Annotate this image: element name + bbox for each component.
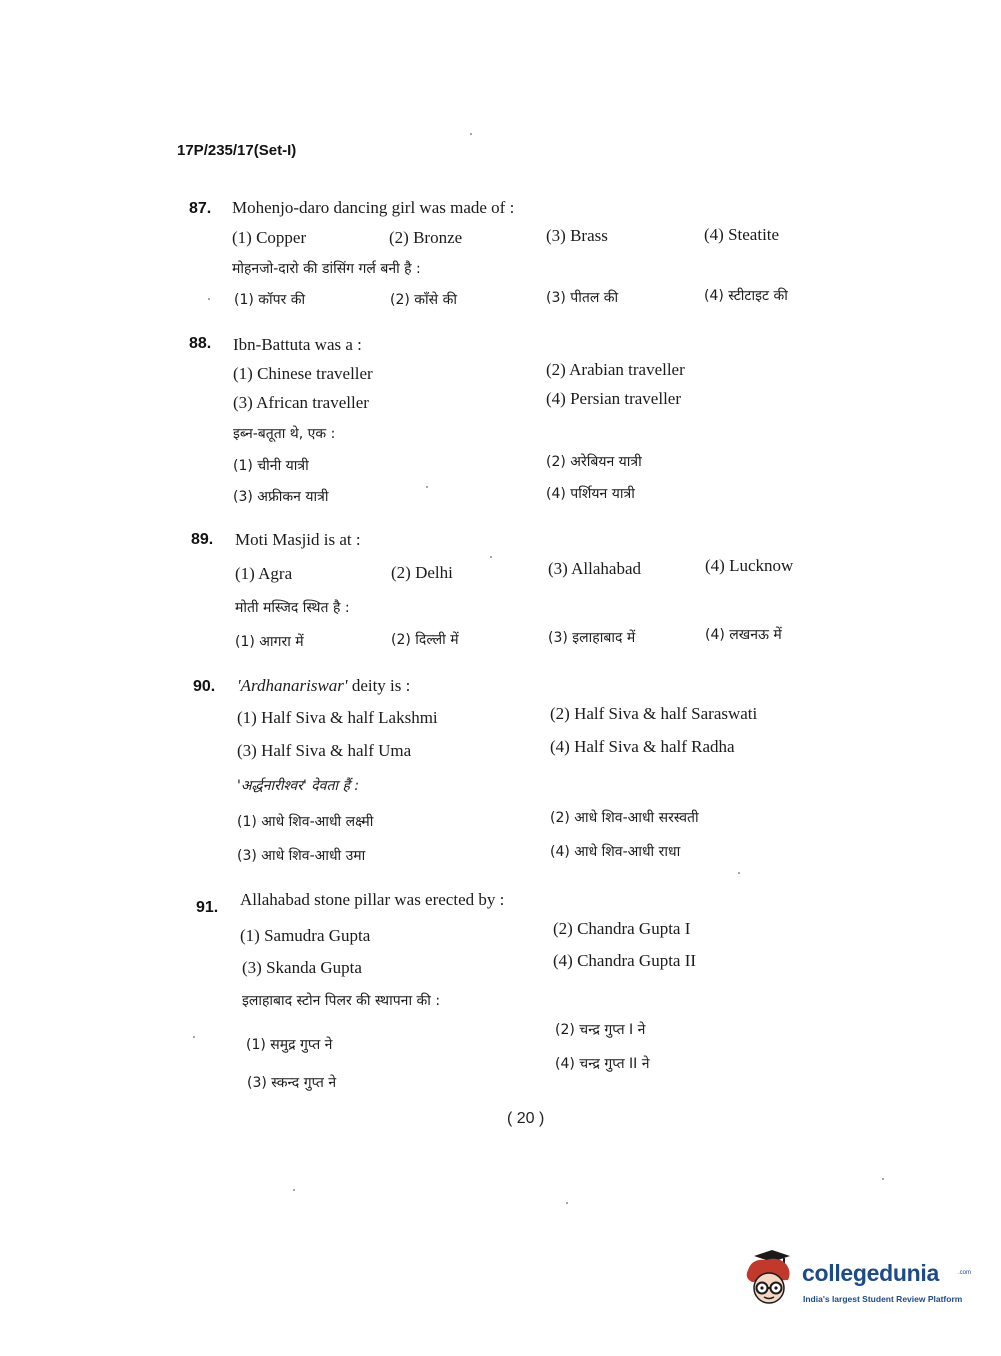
- option-hi-1: (1) समुद्र गुप्त ने: [246, 1037, 333, 1053]
- option-hi-2: (2) अरेबियन यात्री: [546, 454, 642, 470]
- question-stem-en: Mohenjo-daro dancing girl was made of :: [232, 198, 515, 217]
- option-en-2: (2) Chandra Gupta I: [553, 919, 691, 938]
- option-en-1: (1) Half Siva & half Lakshmi: [237, 708, 438, 727]
- option-en-2: (2) Delhi: [391, 563, 453, 582]
- scan-speck: [208, 298, 210, 300]
- paper-code: 17P/235/17(Set-I): [177, 142, 297, 159]
- question-stem-hi: मोहनजो-दारो की डांसिंग गर्ल बनी है :: [232, 261, 421, 277]
- question-stem-en: Ibn-Battuta was a :: [233, 335, 362, 354]
- option-hi-1: (1) चीनी यात्री: [233, 458, 309, 474]
- option-en-2: (2) Half Siva & half Saraswati: [550, 704, 758, 723]
- option-en-1: (1) Copper: [232, 228, 307, 247]
- option-en-1: (1) Chinese traveller: [233, 364, 373, 383]
- scan-speck: [738, 872, 740, 874]
- option-hi-4: (4) चन्द्र गुप्त II ने: [555, 1056, 650, 1072]
- option-hi-1: (1) आगरा में: [235, 634, 304, 650]
- option-hi-3: (3) स्कन्द गुप्त ने: [247, 1075, 337, 1091]
- option-en-3: (3) Half Siva & half Uma: [237, 741, 412, 760]
- scan-speck: [426, 486, 428, 488]
- question-stem-hi: मोती मस्जिद स्थित है :: [235, 600, 350, 616]
- option-hi-3: (3) इलाहाबाद में: [548, 630, 636, 646]
- question-stem-hi: इलाहाबाद स्टोन पिलर की स्थापना की :: [242, 993, 441, 1009]
- option-en-4: (4) Chandra Gupta II: [553, 951, 697, 970]
- option-hi-1: (1) कॉपर की: [234, 292, 306, 308]
- scan-speck: [193, 1036, 195, 1038]
- scan-speck: [566, 1202, 568, 1204]
- option-hi-2: (2) दिल्ली में: [391, 632, 459, 648]
- option-hi-2: (2) आधे शिव-आधी सरस्वती: [550, 810, 699, 826]
- logo-tagline: India's largest Student Review Platform: [803, 1294, 963, 1304]
- option-en-3: (3) Skanda Gupta: [242, 958, 362, 977]
- option-hi-4: (4) स्टीटाइट की: [704, 288, 788, 304]
- option-hi-4: (4) लखनऊ में: [705, 627, 782, 643]
- option-en-4: (4) Persian traveller: [546, 389, 681, 408]
- question-stem-hi: 'अर्द्धनारीश्वर' देवता हैं :: [237, 778, 360, 794]
- collegedunia-logo: [742, 1250, 972, 1312]
- question-number: 90.: [193, 678, 216, 695]
- stem-rest: deity is :: [347, 676, 411, 695]
- question-stem-en: Moti Masjid is at :: [235, 530, 361, 549]
- option-en-4: (4) Steatite: [704, 225, 780, 244]
- option-hi-1: (1) आधे शिव-आधी लक्ष्मी: [237, 814, 374, 830]
- question-number: 89.: [191, 531, 214, 548]
- scan-speck: [293, 1189, 295, 1191]
- option-en-4: (4) Lucknow: [705, 556, 794, 575]
- option-en-3: (3) African traveller: [233, 393, 369, 412]
- option-hi-3: (3) आधे शिव-आधी उमा: [237, 848, 366, 864]
- page-number: ( 20 ): [507, 1110, 545, 1127]
- option-en-1: (1) Samudra Gupta: [240, 926, 371, 945]
- option-hi-4: (4) आधे शिव-आधी राधा: [550, 844, 681, 860]
- question-number: 87.: [189, 200, 212, 217]
- logo-dotcom: .com: [958, 1270, 972, 1276]
- question-stem-hi: इब्न-बतूता थे, एक :: [233, 426, 336, 442]
- question-number: 88.: [189, 335, 212, 352]
- option-en-1: (1) Agra: [235, 564, 293, 583]
- scan-speck: [470, 133, 472, 135]
- option-en-4: (4) Half Siva & half Radha: [550, 737, 735, 756]
- option-en-3: (3) Brass: [546, 226, 608, 245]
- scan-speck: [882, 1178, 884, 1180]
- scan-speck: [490, 556, 492, 558]
- option-hi-2: (2) काँसे की: [390, 292, 457, 308]
- mascot-icon: [742, 1250, 800, 1312]
- option-hi-4: (4) पर्शियन यात्री: [546, 486, 635, 502]
- option-hi-3: (3) पीतल की: [546, 290, 619, 306]
- deity-term: 'Ardhanariswar': [237, 676, 348, 695]
- question-stem-en: Allahabad stone pillar was erected by :: [240, 890, 505, 909]
- question-stem-en: [237, 676, 410, 696]
- logo-wordmark: collegedunia: [802, 1260, 939, 1286]
- question-number: 91.: [196, 899, 219, 916]
- option-en-3: (3) Allahabad: [548, 559, 641, 578]
- option-en-2: (2) Arabian traveller: [546, 360, 685, 379]
- option-en-2: (2) Bronze: [389, 228, 463, 247]
- option-hi-2: (2) चन्द्र गुप्त I ने: [555, 1022, 646, 1038]
- option-hi-3: (3) अफ्रीकन यात्री: [233, 489, 329, 505]
